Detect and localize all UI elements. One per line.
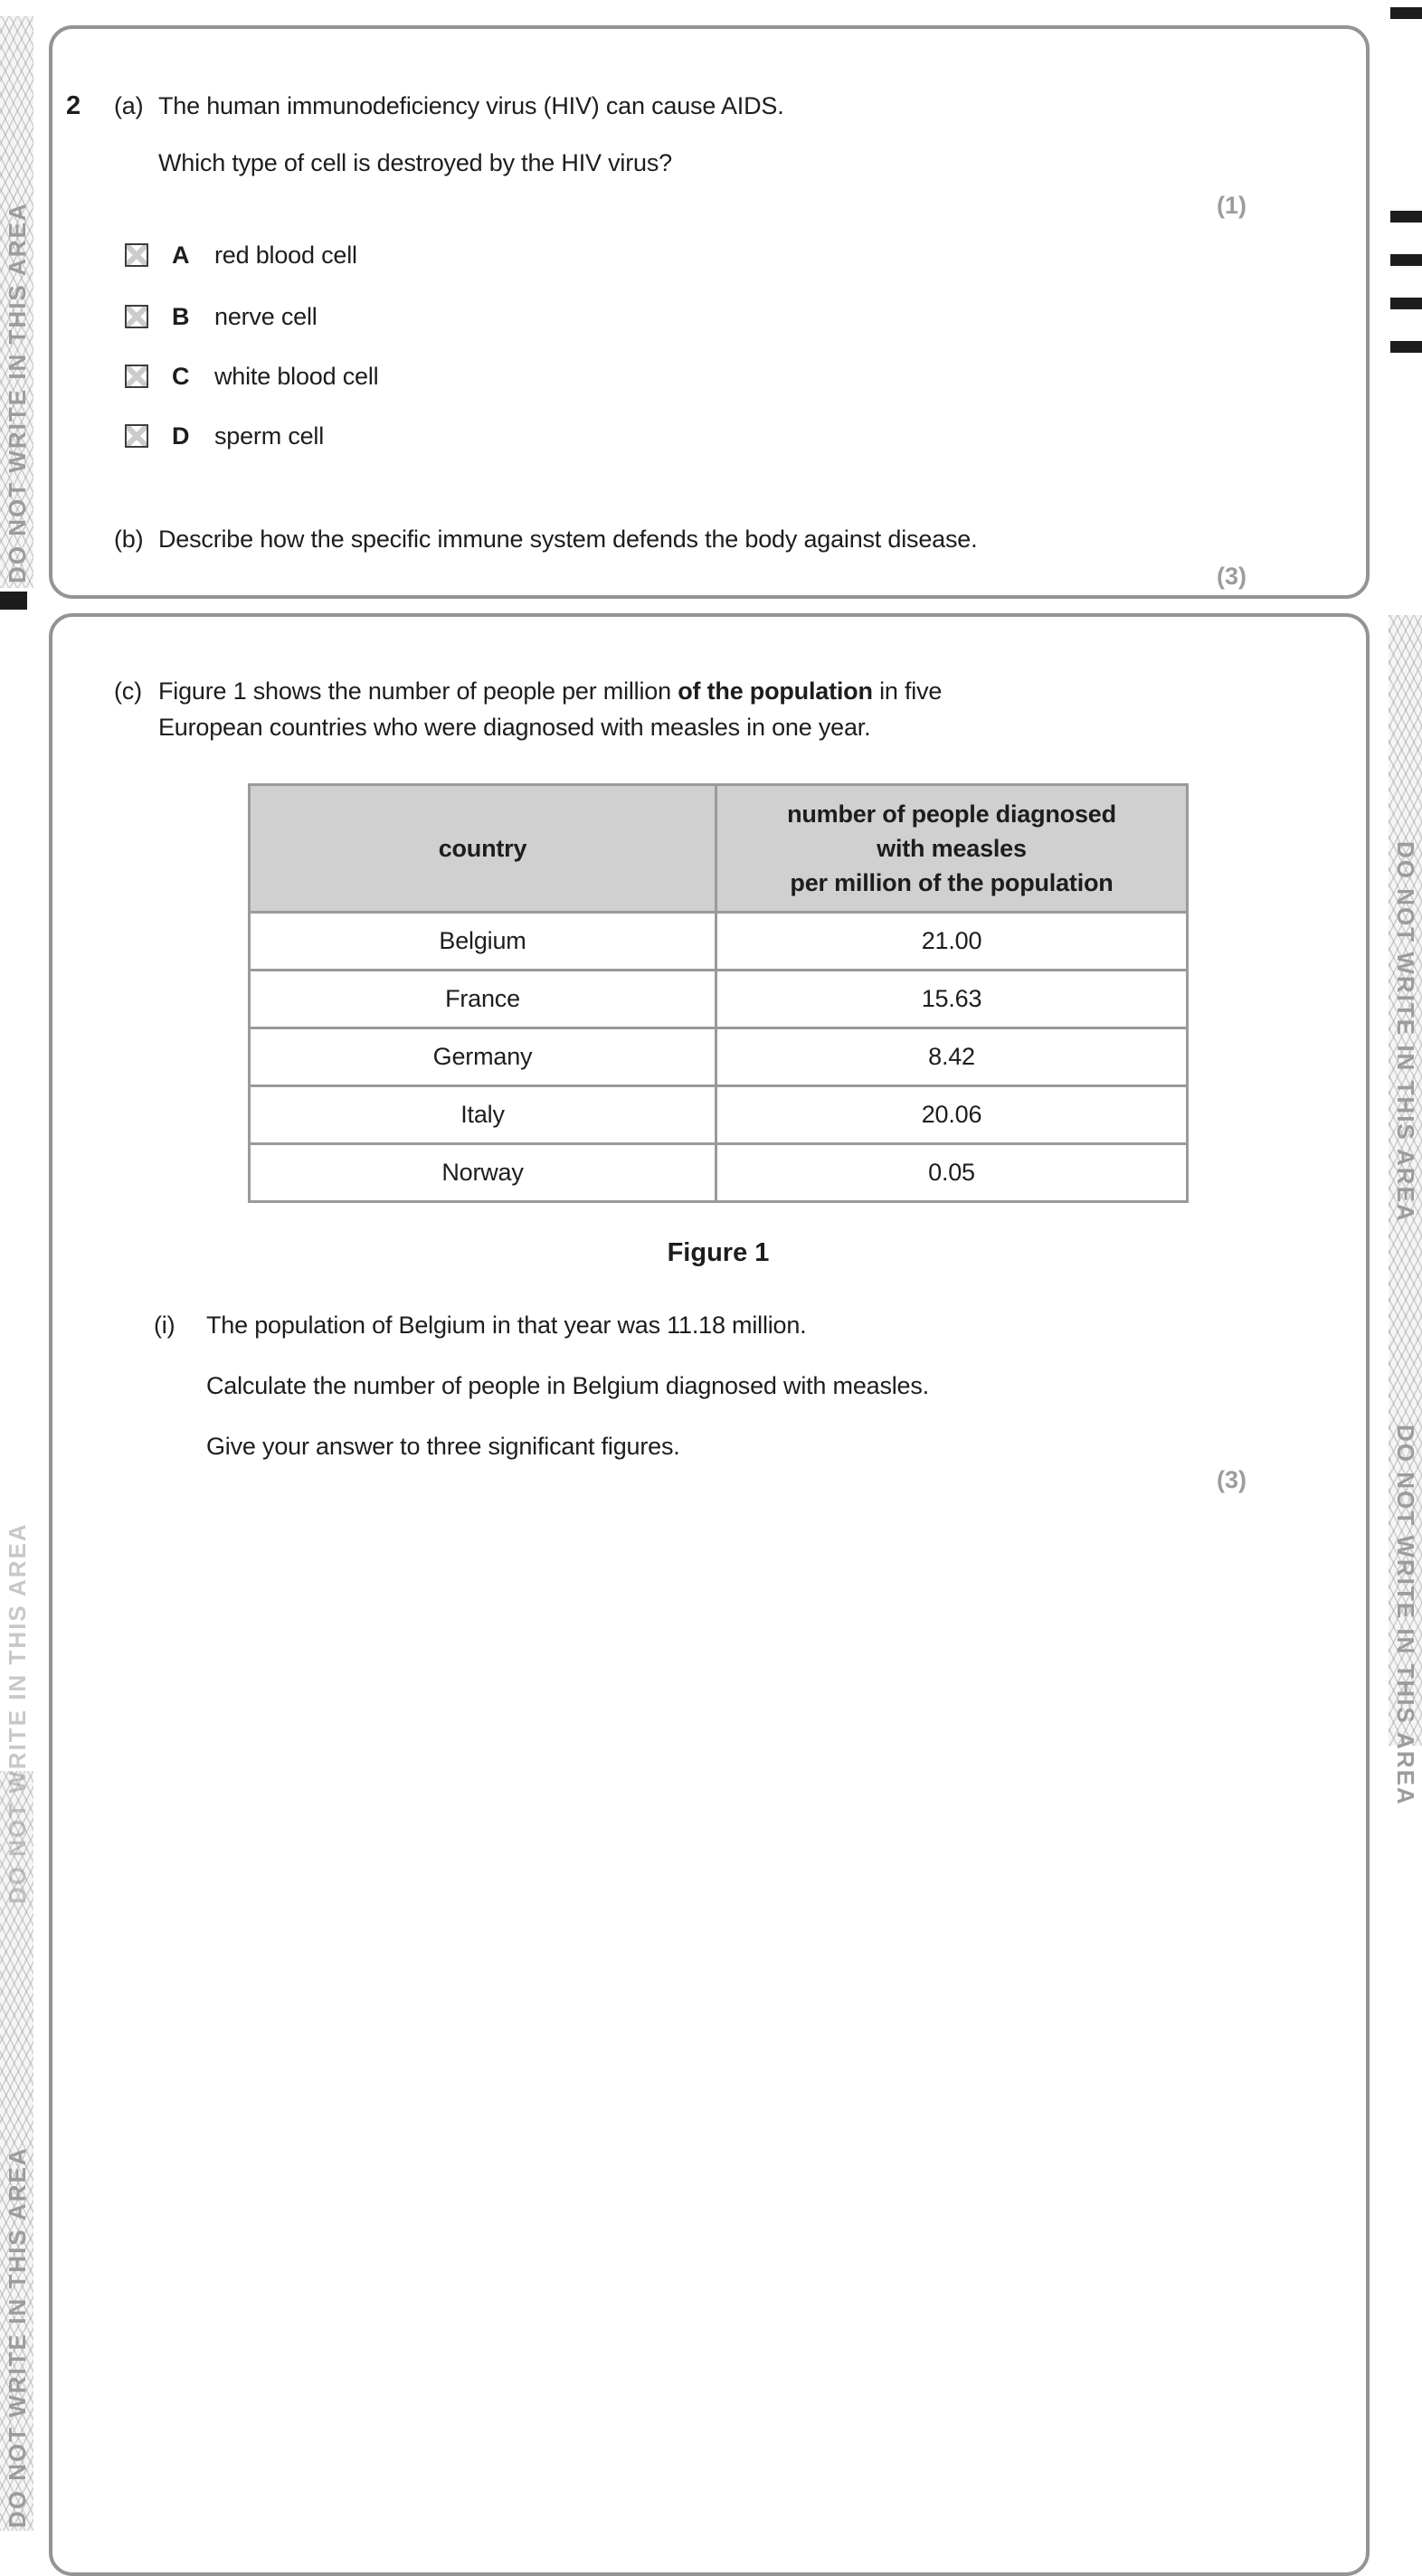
option-row-b (125, 301, 318, 332)
value-cell: 15.63 (715, 971, 1186, 1027)
table-row (251, 911, 1186, 969)
page-edge-dash (1390, 298, 1422, 309)
do-not-write-strip-left-top (0, 16, 33, 588)
part-i-line3: Give your answer to three significant figures. (206, 1433, 680, 1460)
header-line: number of people diagnosed (787, 800, 1116, 828)
table-row (251, 969, 1186, 1027)
country-cell: Germany (432, 1043, 533, 1070)
value-cell: 0.05 (715, 1145, 1186, 1200)
part-c-stem-line2: European countries who were diagnosed with measles in one year. (158, 714, 871, 741)
column-header-country: country (438, 834, 527, 862)
option-row-d (125, 421, 324, 451)
stem-text: Figure 1 shows the number of people per million (158, 677, 678, 705)
value-cell: 8.42 (715, 1029, 1186, 1084)
part-b-marks: (3) (1217, 563, 1247, 590)
question-number: 2 (66, 91, 81, 120)
page-edge-dash (1390, 341, 1422, 353)
part-a-label: (a) (114, 92, 144, 119)
page-edge-dash (1390, 211, 1422, 223)
country-cell: Norway (441, 1159, 524, 1186)
part-a-stem-line2: Which type of cell is destroyed by the HIV virus? (158, 149, 672, 176)
option-row-c (125, 361, 378, 392)
value-cell: 21.00 (715, 914, 1186, 969)
option-letter: D (172, 421, 190, 450)
part-c-stem-line1 (158, 676, 942, 706)
left-edge-black-bar (0, 592, 27, 610)
do-not-write-strip-left-bottom (0, 1522, 33, 2531)
answer-checkbox-icon[interactable] (125, 365, 148, 388)
part-i-line1: The population of Belgium in that year was 11.18 million. (206, 1312, 807, 1339)
option-text: white blood cell (214, 362, 379, 390)
option-letter: C (172, 362, 190, 390)
figure-caption: Figure 1 (667, 1238, 770, 1267)
option-letter: B (172, 302, 190, 330)
part-b-label: (b) (114, 526, 144, 553)
column-header-number (715, 786, 1186, 911)
do-not-write-watermark: DO NOT WRITE IN THIS AREA (4, 2146, 31, 2528)
country-cell: Italy (460, 1101, 505, 1128)
do-not-write-strip-right (1389, 615, 1422, 1806)
answer-checkbox-icon[interactable] (125, 305, 148, 328)
option-letter: A (172, 241, 190, 269)
table-row (251, 1027, 1186, 1084)
option-text: nerve cell (214, 302, 318, 330)
do-not-write-watermark: DO NOT WRITE IN THIS AREA (4, 202, 31, 583)
table-header-row (251, 786, 1186, 911)
part-b-stem: Describe how the specific immune system defends the body against disease. (158, 526, 978, 553)
option-row-a (125, 240, 357, 270)
part-a-marks: (1) (1217, 192, 1247, 219)
part-i-marks: (3) (1217, 1466, 1247, 1493)
value-cell: 20.06 (715, 1087, 1186, 1142)
do-not-write-watermark: DO NOT WRITE IN THIS AREA (1392, 1425, 1419, 1806)
stem-text-bold: of the population (678, 677, 873, 705)
answer-checkbox-icon[interactable] (125, 243, 148, 267)
page-edge-dash (1390, 254, 1422, 266)
table-row (251, 1084, 1186, 1142)
header-line: per million of the population (790, 869, 1114, 896)
country-cell: Belgium (439, 927, 526, 954)
option-text: sperm cell (214, 421, 325, 450)
do-not-write-watermark: DO NOT WRITE IN THIS AREA (4, 1522, 31, 1904)
do-not-write-watermark: DO NOT WRITE IN THIS AREA (1392, 841, 1419, 1223)
page-edge-dash (1390, 7, 1422, 19)
part-i-line2: Calculate the number of people in Belgium diagnosed with measles. (206, 1372, 929, 1399)
part-i-label: (i) (154, 1312, 175, 1339)
part-c-label: (c) (114, 677, 142, 705)
stem-text: in five (872, 677, 943, 705)
part-a-stem-line1: The human immunodeficiency virus (HIV) can cause AIDS. (158, 92, 784, 119)
measles-data-table (248, 783, 1189, 1203)
country-cell: France (445, 985, 520, 1012)
option-text: red blood cell (214, 241, 357, 269)
table-row (251, 1142, 1186, 1200)
answer-checkbox-icon[interactable] (125, 424, 148, 448)
header-line: with measles (877, 835, 1027, 862)
